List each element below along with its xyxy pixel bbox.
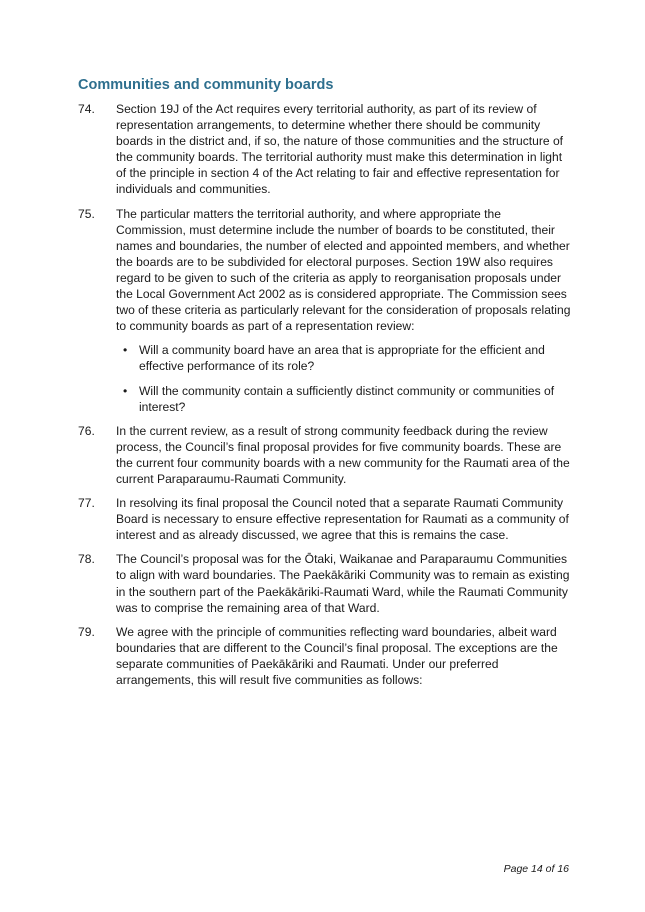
paragraph-list	[78, 101, 573, 696]
numbered-paragraph	[78, 495, 573, 543]
paragraph-number: 76.	[78, 423, 95, 438]
bullet-item	[116, 342, 573, 374]
bullet-item	[116, 383, 573, 415]
bullet-dot-icon: •	[123, 383, 128, 398]
page-number-footer: Page 14 of 16	[503, 863, 569, 875]
paragraph-number: 77.	[78, 496, 95, 511]
numbered-paragraph	[78, 551, 573, 615]
bullet-text: Will the community contain a sufficiently distinct community or communities of interest?	[139, 383, 555, 414]
paragraph-text: Section 19J of the Act requires every territorial authority, as part of its review of representation arrangements, to determine whether there should be community boards in the district and, if so, the nature of those communities and the structure of the community boards. The territorial authority must make this determination in light of the principle in section 4 of the Act relating to fair and effective representation for individuals and communities.	[116, 102, 564, 197]
bullet-dot-icon: •	[123, 343, 128, 358]
bullet-list	[116, 342, 573, 414]
paragraph-number: 79.	[78, 624, 95, 639]
paragraph-number: 74.	[78, 102, 95, 116]
numbered-paragraph	[78, 101, 573, 198]
numbered-paragraph	[78, 624, 573, 688]
paragraph-text: In resolving its final proposal the Council noted that a separate Raumati Community Board is necessary to ensure effective representation for Raumati as a community of interest and as already discussed, we agree that this is remains the case.	[116, 496, 569, 543]
bullet-text: Will a community board have an area that is appropriate for the efficient and effective performance of its role?	[139, 343, 545, 374]
paragraph-text: The particular matters the territorial authority, and where appropriate the Commission, must determine include the number of boards to be constituted, their names and boundaries, the number of elected and appointed members, and whether the boards are to be subdivided for electoral purposes. Section 19W also requires regard to be given to such of the criteria as apply to reorganisation proposals under the Local Government Act 2002 as is considered appropriate. The Commission sees two of these criteria as particularly relevant for the consideration of proposals relating to community boards as part of a representation review:	[116, 206, 571, 334]
section-heading: Communities and community boards	[78, 77, 334, 93]
paragraph-number: 75.	[78, 206, 95, 221]
numbered-paragraph	[78, 206, 573, 415]
paragraph-number: 78.	[78, 552, 95, 567]
paragraph-text: In the current review, as a result of strong community feedback during the review process, the Council’s final proposal provides for five community boards. These are the current four community boards with a new community for the Raumati area of the current Paraparaumu-Raumati Community.	[116, 423, 570, 486]
paragraph-text: The Council’s proposal was for the Ōtaki, Waikanae and Paraparaumu Communities to align with ward boundaries. The Paekākāriki Community was to remain as existing in the southern part of the Paekākāriki-Raumati Ward, while the Raumati Community was to comprise the remaining area of that Ward.	[116, 552, 570, 615]
paragraph-text: We agree with the principle of communities reflecting ward boundaries, albeit ward boundaries that are different to the Council’s final proposal. The exceptions are the separate communities of Paekākāriki and Raumati. Under our preferred arrangements, this will result five communities as follows:	[116, 624, 558, 687]
numbered-paragraph	[78, 423, 573, 487]
